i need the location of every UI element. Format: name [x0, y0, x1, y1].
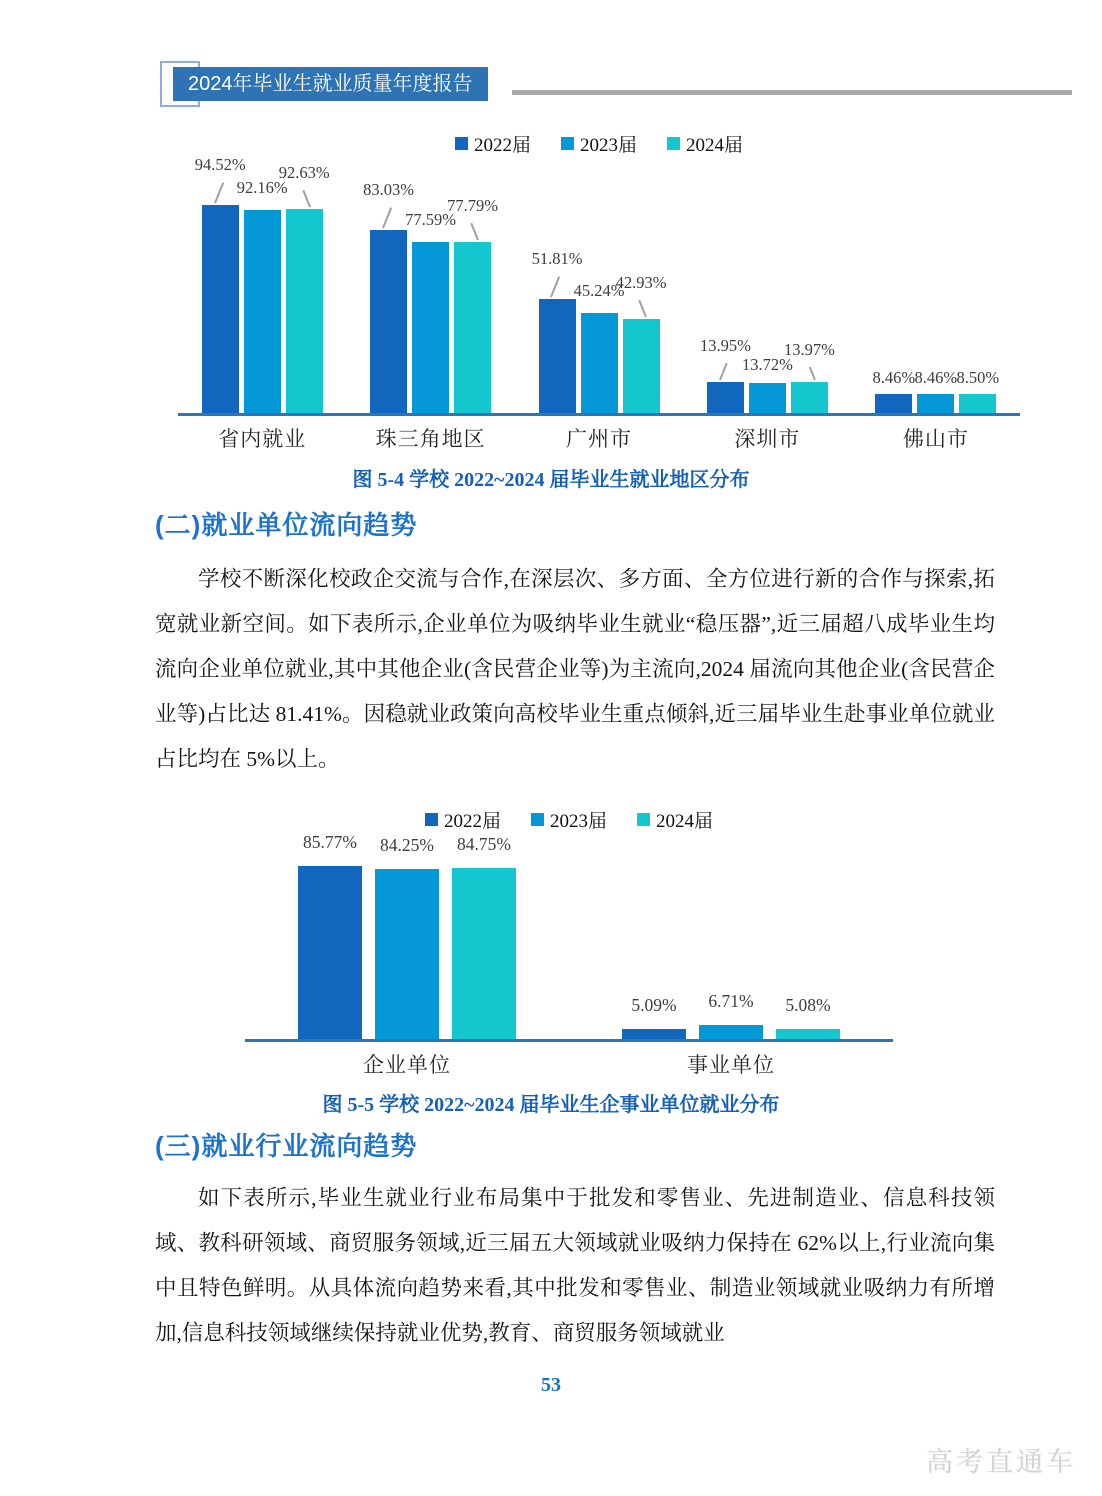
bar	[783, 340, 835, 413]
legend-label: 2023届	[579, 134, 637, 156]
bar-group	[245, 832, 569, 1039]
bar-leader-line	[214, 182, 224, 203]
bar-leader-line	[719, 363, 728, 380]
page-number: 53	[541, 1374, 561, 1396]
category-label: 珠三角地区	[375, 427, 486, 451]
legend-swatch	[425, 813, 438, 826]
section-paragraph-3: 如下表所示,毕业生就业行业布局集中于批发和零售业、先进制造业、信息科技领域、教科研领域、商贸服务领域,近三届五大领域就业吸纳力保持在 62%以上,行业流向集中且特色鲜明。从具体流向趋势来看,其中批发和零售业、制造业领域就业吸纳力有所增加,信息科技领域继续保持就业优势,教育、商贸服务领域就业	[155, 1186, 995, 1345]
bar-value-label: 83.03%	[363, 180, 415, 199]
bar-group	[569, 844, 893, 1039]
bars	[363, 180, 499, 413]
category-label: 事业单位	[687, 1053, 775, 1077]
bar-value-label: 8.50%	[956, 368, 1000, 387]
legend-item	[637, 806, 713, 833]
bar	[236, 178, 288, 413]
header-title: 2024年毕业生就业质量年度报告	[173, 67, 488, 101]
bar-value-label: 8.46%	[872, 368, 916, 387]
bar	[776, 995, 840, 1039]
bar-value-label: 13.95%	[699, 336, 751, 355]
bar-group	[683, 168, 851, 413]
bar	[194, 155, 246, 413]
bar-value-label: 6.71%	[708, 991, 754, 1011]
bar-leader-line	[302, 190, 311, 207]
bar-value-label: 5.08%	[785, 995, 831, 1015]
bar	[375, 835, 439, 1039]
category-label: 佛山市	[902, 427, 969, 451]
legend-swatch	[561, 137, 574, 150]
bar-value-label: 45.24%	[573, 281, 625, 300]
bar-leader-line	[470, 223, 479, 240]
bar	[914, 368, 958, 413]
legend-label: 2024届	[686, 134, 744, 156]
chart-figure-5-5	[245, 806, 893, 1079]
bar	[363, 180, 415, 413]
category-label: 企业单位	[363, 1053, 451, 1077]
header-rule	[512, 90, 1072, 95]
bar	[872, 368, 916, 413]
bar	[741, 355, 793, 413]
bar	[298, 832, 362, 1039]
bars	[298, 832, 516, 1039]
bar	[622, 995, 686, 1039]
bar-group	[515, 168, 683, 413]
category-label: 省内就业	[218, 427, 307, 451]
bars	[872, 368, 1000, 413]
bar-value-label: 84.75%	[457, 834, 511, 854]
bar-group	[178, 155, 346, 413]
bar-group	[852, 168, 1020, 413]
section-heading-3: (三)就业行业流向趋势	[155, 1131, 418, 1161]
bar-value-label: 94.52%	[194, 155, 246, 174]
legend-label: 2022届	[443, 810, 501, 832]
bar	[615, 273, 667, 413]
legend-label: 2023届	[549, 810, 607, 832]
bar	[573, 281, 625, 413]
bar-value-label: 13.97%	[783, 340, 835, 359]
bar	[956, 368, 1000, 413]
watermark: 高考直通车	[926, 1447, 1076, 1477]
bar	[699, 991, 763, 1039]
bar-value-label: 77.59%	[405, 210, 457, 229]
legend-label: 2024届	[656, 810, 714, 832]
bars	[194, 155, 330, 413]
bar	[278, 163, 330, 413]
bar-leader-line	[550, 276, 560, 297]
category-label: 深圳市	[734, 427, 801, 451]
legend-swatch	[637, 813, 650, 826]
bars	[531, 249, 667, 413]
bar-value-label: 92.63%	[278, 163, 330, 182]
legend-item	[425, 806, 501, 833]
legend-label: 2022届	[473, 134, 531, 156]
legend-swatch	[667, 137, 680, 150]
chart-legend	[245, 806, 893, 832]
bars	[622, 991, 840, 1039]
section-heading-2: (二)就业单位流向趋势	[155, 510, 418, 540]
chart-plot	[245, 832, 893, 1042]
chart-legend	[178, 130, 1020, 156]
report-header	[160, 61, 1072, 111]
bar-leader-line	[639, 300, 648, 317]
legend-item	[455, 130, 531, 157]
legend-item	[561, 130, 637, 157]
chart-figure-5-4	[178, 130, 1020, 453]
bar-group	[346, 168, 514, 413]
bar	[452, 834, 516, 1039]
figure-caption-5-5: 图 5-5 学校 2022~2024 届毕业生企事业单位就业分布	[322, 1094, 780, 1116]
bar-value-label: 51.81%	[531, 249, 583, 268]
legend-swatch	[531, 813, 544, 826]
category-label: 广州市	[566, 427, 633, 451]
bar-value-label: 5.09%	[631, 995, 677, 1015]
chart-plot	[178, 155, 1020, 416]
bar-value-label: 13.72%	[741, 355, 793, 374]
bar-leader-line	[382, 207, 392, 228]
bar-value-label: 84.25%	[380, 835, 434, 855]
bar-value-label: 92.16%	[236, 178, 288, 197]
bar	[447, 196, 499, 413]
legend-swatch	[455, 137, 468, 150]
bar-value-label: 77.79%	[447, 196, 499, 215]
bar	[531, 249, 583, 413]
bar-value-label: 8.46%	[914, 368, 958, 387]
section-paragraph-2: 学校不断深化校政企交流与合作,在深层次、多方面、全方位进行新的合作与探索,拓宽就业新空间。如下表所示,企业单位为吸纳毕业生就业“稳压器”,近三届超八成毕业生均流向企业单位就业,其中其他企业(含民营企业等)为主流向,2024 届流向其他企业(含民营企业等)占比达 81.41%。因稳就业政策向高校毕业生重点倾斜,近三届毕业生赴事业单位就业占比均在 5%以上。	[155, 567, 995, 771]
bar-value-label: 42.93%	[615, 273, 667, 292]
figure-caption-5-4: 图 5-4 学校 2022~2024 届毕业生就业地区分布	[352, 469, 750, 491]
category-row	[245, 1049, 893, 1079]
bar-leader-line	[809, 367, 816, 381]
legend-item	[531, 806, 607, 833]
bar-value-label: 85.77%	[303, 832, 357, 852]
bars	[699, 336, 835, 413]
bar	[405, 210, 457, 413]
bar	[699, 336, 751, 413]
category-row	[178, 423, 1020, 453]
legend-item	[667, 130, 743, 157]
